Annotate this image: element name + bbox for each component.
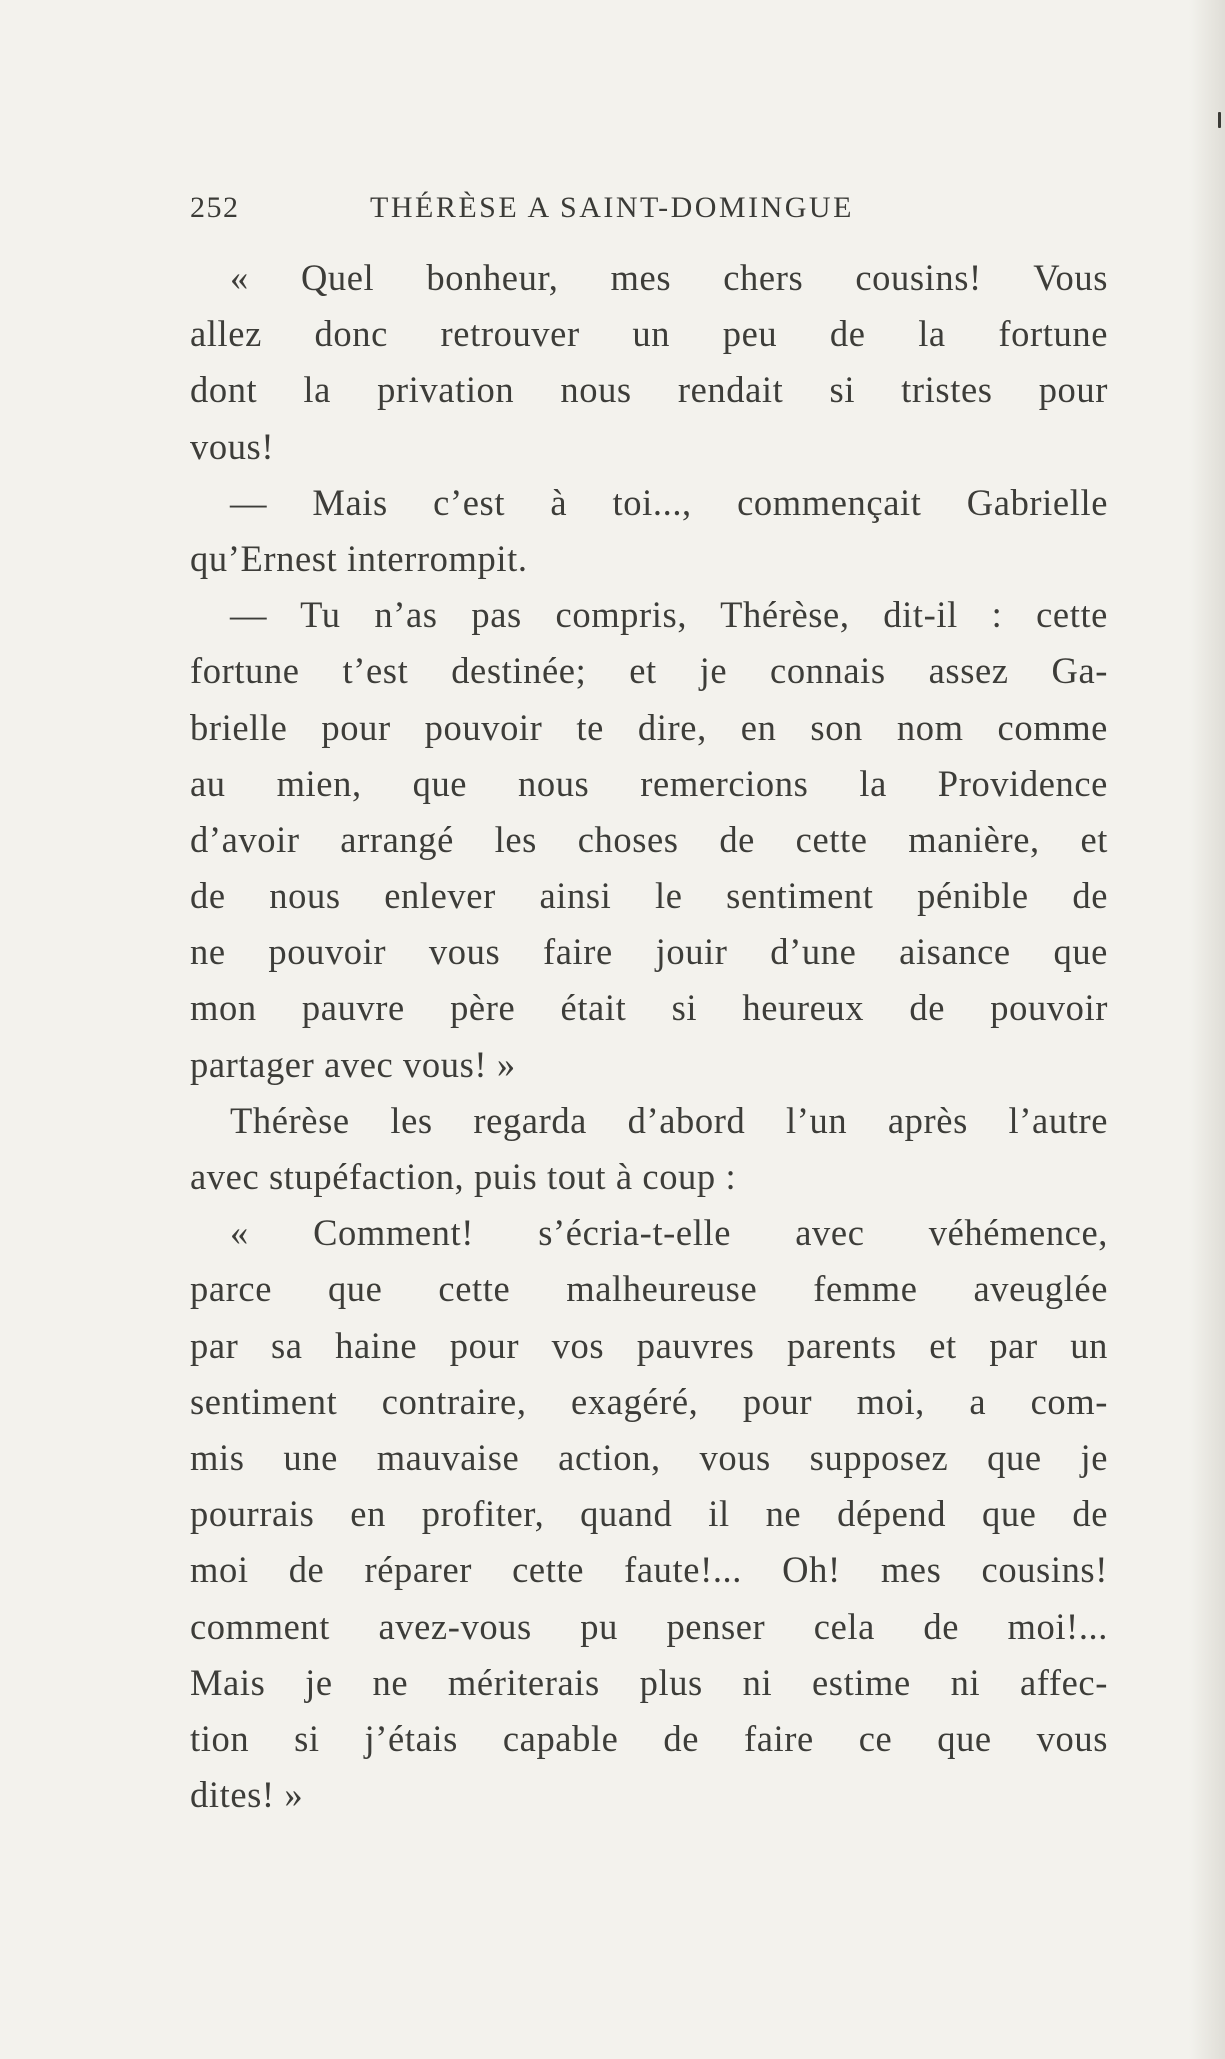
- text-line: fortune t’est destinée; et je connais assez Ga-: [190, 650, 1108, 692]
- text-line: Mais je ne mériterais plus ni estime ni affec-: [190, 1661, 1108, 1703]
- text-line: dont la privation nous rendait si tristes pour: [190, 369, 1108, 411]
- text-line: partager avec vous! »: [190, 1043, 516, 1085]
- text-line: tion si j’étais capable de faire ce que vous: [190, 1717, 1108, 1759]
- text-line: de nous enlever ainsi le sentiment pénible de: [190, 875, 1108, 917]
- page-number: 252: [190, 191, 240, 224]
- body-text: [190, 250, 1108, 1823]
- page-header: [190, 191, 1110, 231]
- text-line: sentiment contraire, exagéré, pour moi, a com-: [190, 1380, 1108, 1422]
- text-line: « Quel bonheur, mes chers cousins! Vous: [230, 257, 1108, 298]
- text-line: moi de réparer cette faute!... Oh! mes cousins!: [190, 1549, 1108, 1591]
- text-line: allez donc retrouver un peu de la fortune: [190, 313, 1108, 355]
- text-line: brielle pour pouvoir te dire, en son nom comme: [190, 706, 1108, 748]
- text-line: parce que cette malheureuse femme aveuglée: [190, 1268, 1108, 1310]
- text-line: dites! »: [190, 1774, 304, 1816]
- text-line: qu’Ernest interrompit.: [190, 537, 528, 579]
- text-line: avec stupéfaction, puis tout à coup :: [190, 1156, 737, 1197]
- text-line: mis une mauvaise action, vous supposez que je: [190, 1436, 1108, 1478]
- text-line: — Mais c’est à toi..., commençait Gabrielle: [230, 481, 1108, 523]
- text-line: mon pauvre père était si heureux de pouvoir: [190, 987, 1108, 1029]
- text-line: Thérèse les regarda d’abord l’un après l’autre: [230, 1099, 1108, 1141]
- text-line: par sa haine pour vos pauvres parents et par un: [190, 1324, 1108, 1366]
- page-edge-shadow: [1189, 0, 1225, 2059]
- text-line: « Comment! s’écria-t-elle avec véhémence,: [230, 1212, 1108, 1254]
- text-line: d’avoir arrangé les choses de cette manière, et: [190, 818, 1108, 860]
- text-line: — Tu n’as pas compris, Thérèse, dit-il : cette: [230, 594, 1108, 636]
- text-line: au mien, que nous remercions la Providence: [190, 762, 1108, 804]
- running-title: THÉRÈSE A SAINT-DOMINGUE: [370, 191, 854, 224]
- edge-mark: [1218, 112, 1221, 128]
- text-line: comment avez-vous pu penser cela de moi!...: [190, 1605, 1108, 1647]
- text-line: pourrais en profiter, quand il ne dépend que de: [190, 1493, 1108, 1535]
- text-line: vous!: [190, 425, 275, 467]
- text-line: ne pouvoir vous faire jouir d’une aisance que: [190, 931, 1108, 973]
